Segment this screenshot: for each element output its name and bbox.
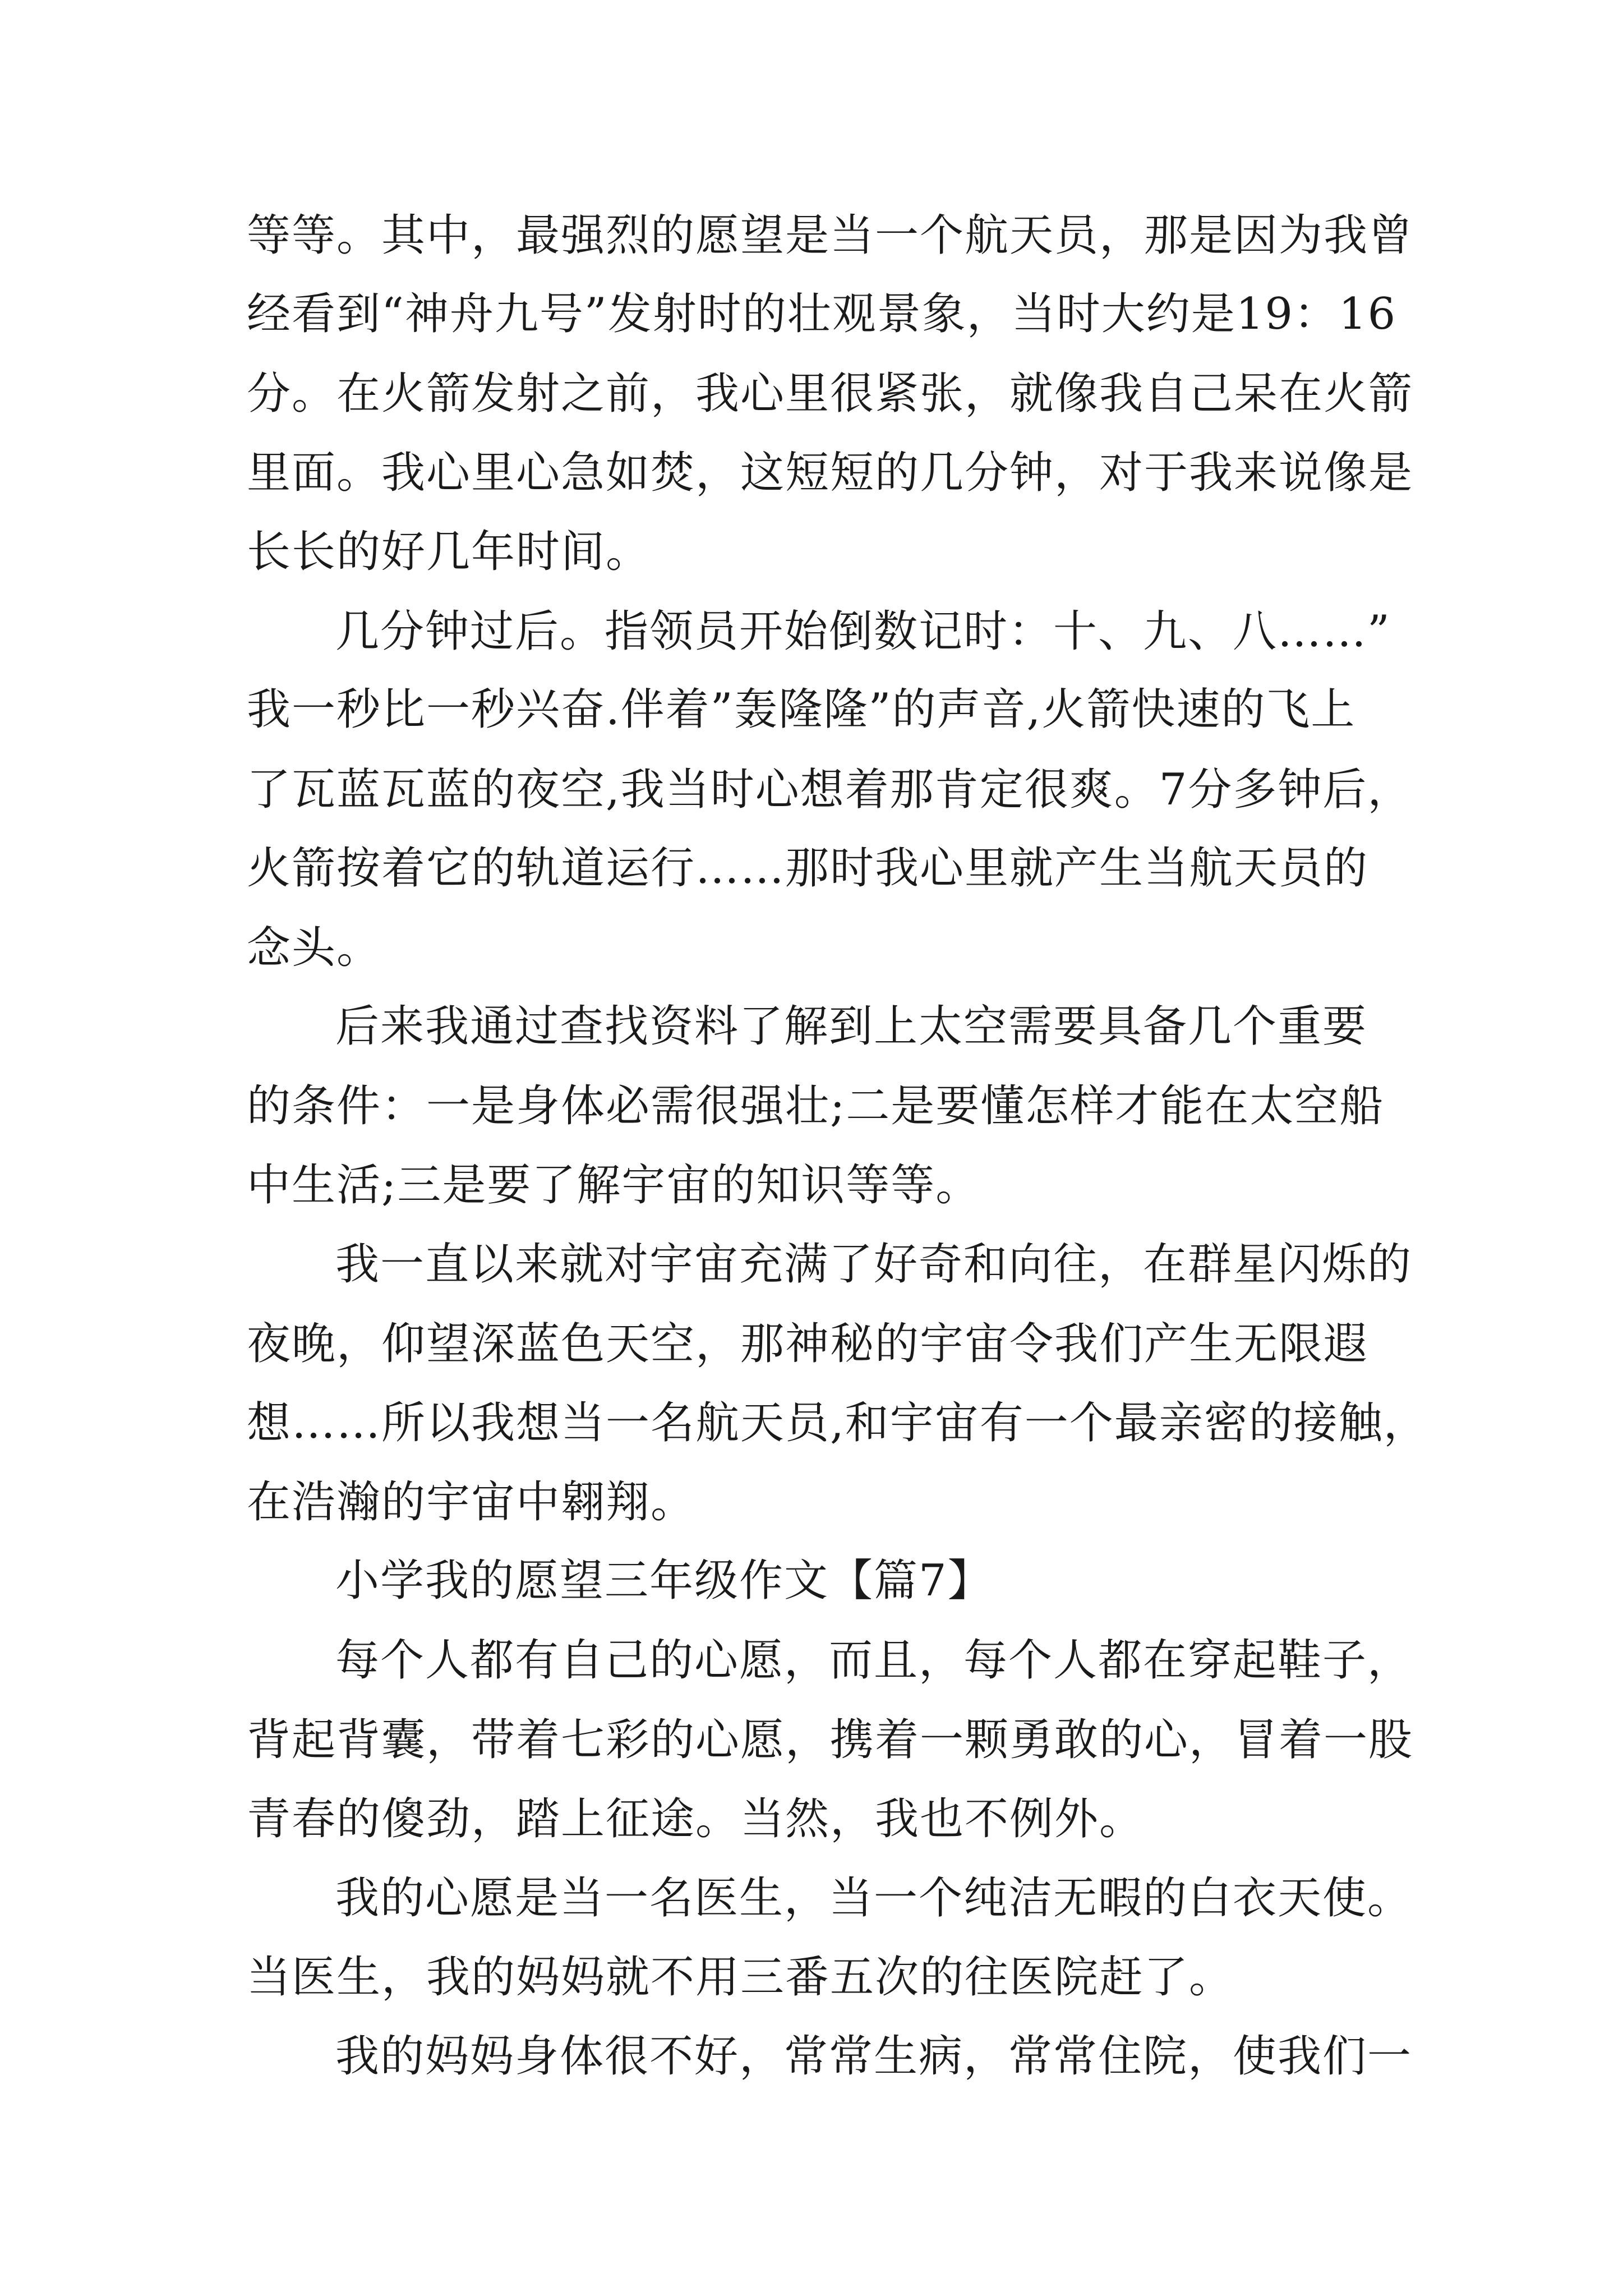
text-line: 念头。 <box>247 923 382 973</box>
text-line: 里面。我心里心急如焚，这短短的几分钟，对于我来说像是 <box>247 448 1414 498</box>
text-line: 了瓦蓝瓦蓝的夜空,我当时心想着那肯定很爽。7分多钟后， <box>247 765 1413 815</box>
section-heading: 小学我的愿望三年级作文【篇7】 <box>335 1556 993 1606</box>
text-line: 青春的傻劲，踏上征途。当然，我也不例外。 <box>247 1794 1145 1844</box>
text-line: 我一秒比一秒兴奋.伴着”轰隆隆”的声音,火箭快速的飞上 <box>247 684 1356 735</box>
text-line: 在浩瀚的宇宙中翱翔。 <box>247 1477 696 1527</box>
text-line: 每个人都有自己的心愿，而且，每个人都在穿起鞋子， <box>335 1635 1413 1686</box>
text-line: 分。在火箭发射之前，我心里很紧张，就像我自己呆在火箭 <box>247 369 1414 419</box>
text-line: 想……所以我想当一名航天员,和宇宙有一个最亲密的接触， <box>247 1398 1428 1448</box>
text-line: 火箭按着它的轨道运行……那时我心里就产生当航天员的 <box>247 843 1369 894</box>
text-line: 长长的好几年时间。 <box>247 527 651 577</box>
text-line: 几分钟过后。指领员开始倒数记时：十、九、八……” <box>335 606 1391 657</box>
text-line: 我的心愿是当一名医生，当一个纯洁无暇的白衣天使。 <box>335 1873 1413 1924</box>
text-line: 中生活;三是要了解宇宙的知识等等。 <box>247 1160 981 1211</box>
text-line: 等等。其中，最强烈的愿望是当一个航天员，那是因为我曾 <box>247 210 1414 261</box>
text-line: 夜晚，仰望深蓝色天空，那神秘的宇宙令我们产生无限遐 <box>247 1319 1369 1369</box>
text-line: 的条件：一是身体必需很强壮;二是要懂怎样才能在太空船 <box>247 1081 1385 1131</box>
text-line: 背起背囊，带着七彩的心愿，携着一颗勇敢的心，冒着一股 <box>247 1715 1414 1765</box>
text-line: 经看到“神舟九号”发射时的壮观景象，当时大约是19：16 <box>247 289 1397 339</box>
text-line: 当医生，我的妈妈就不用三番五次的往医院赶了。 <box>247 1952 1234 2003</box>
text-line: 后来我通过查找资料了解到上太空需要具备几个重要 <box>335 1001 1368 1052</box>
text-line: 我一直以来就对宇宙充满了好奇和向往，在群星闪烁的 <box>335 1239 1413 1290</box>
text-line: 我的妈妈身体很不好，常常生病，常常住院，使我们一 <box>335 2031 1413 2082</box>
